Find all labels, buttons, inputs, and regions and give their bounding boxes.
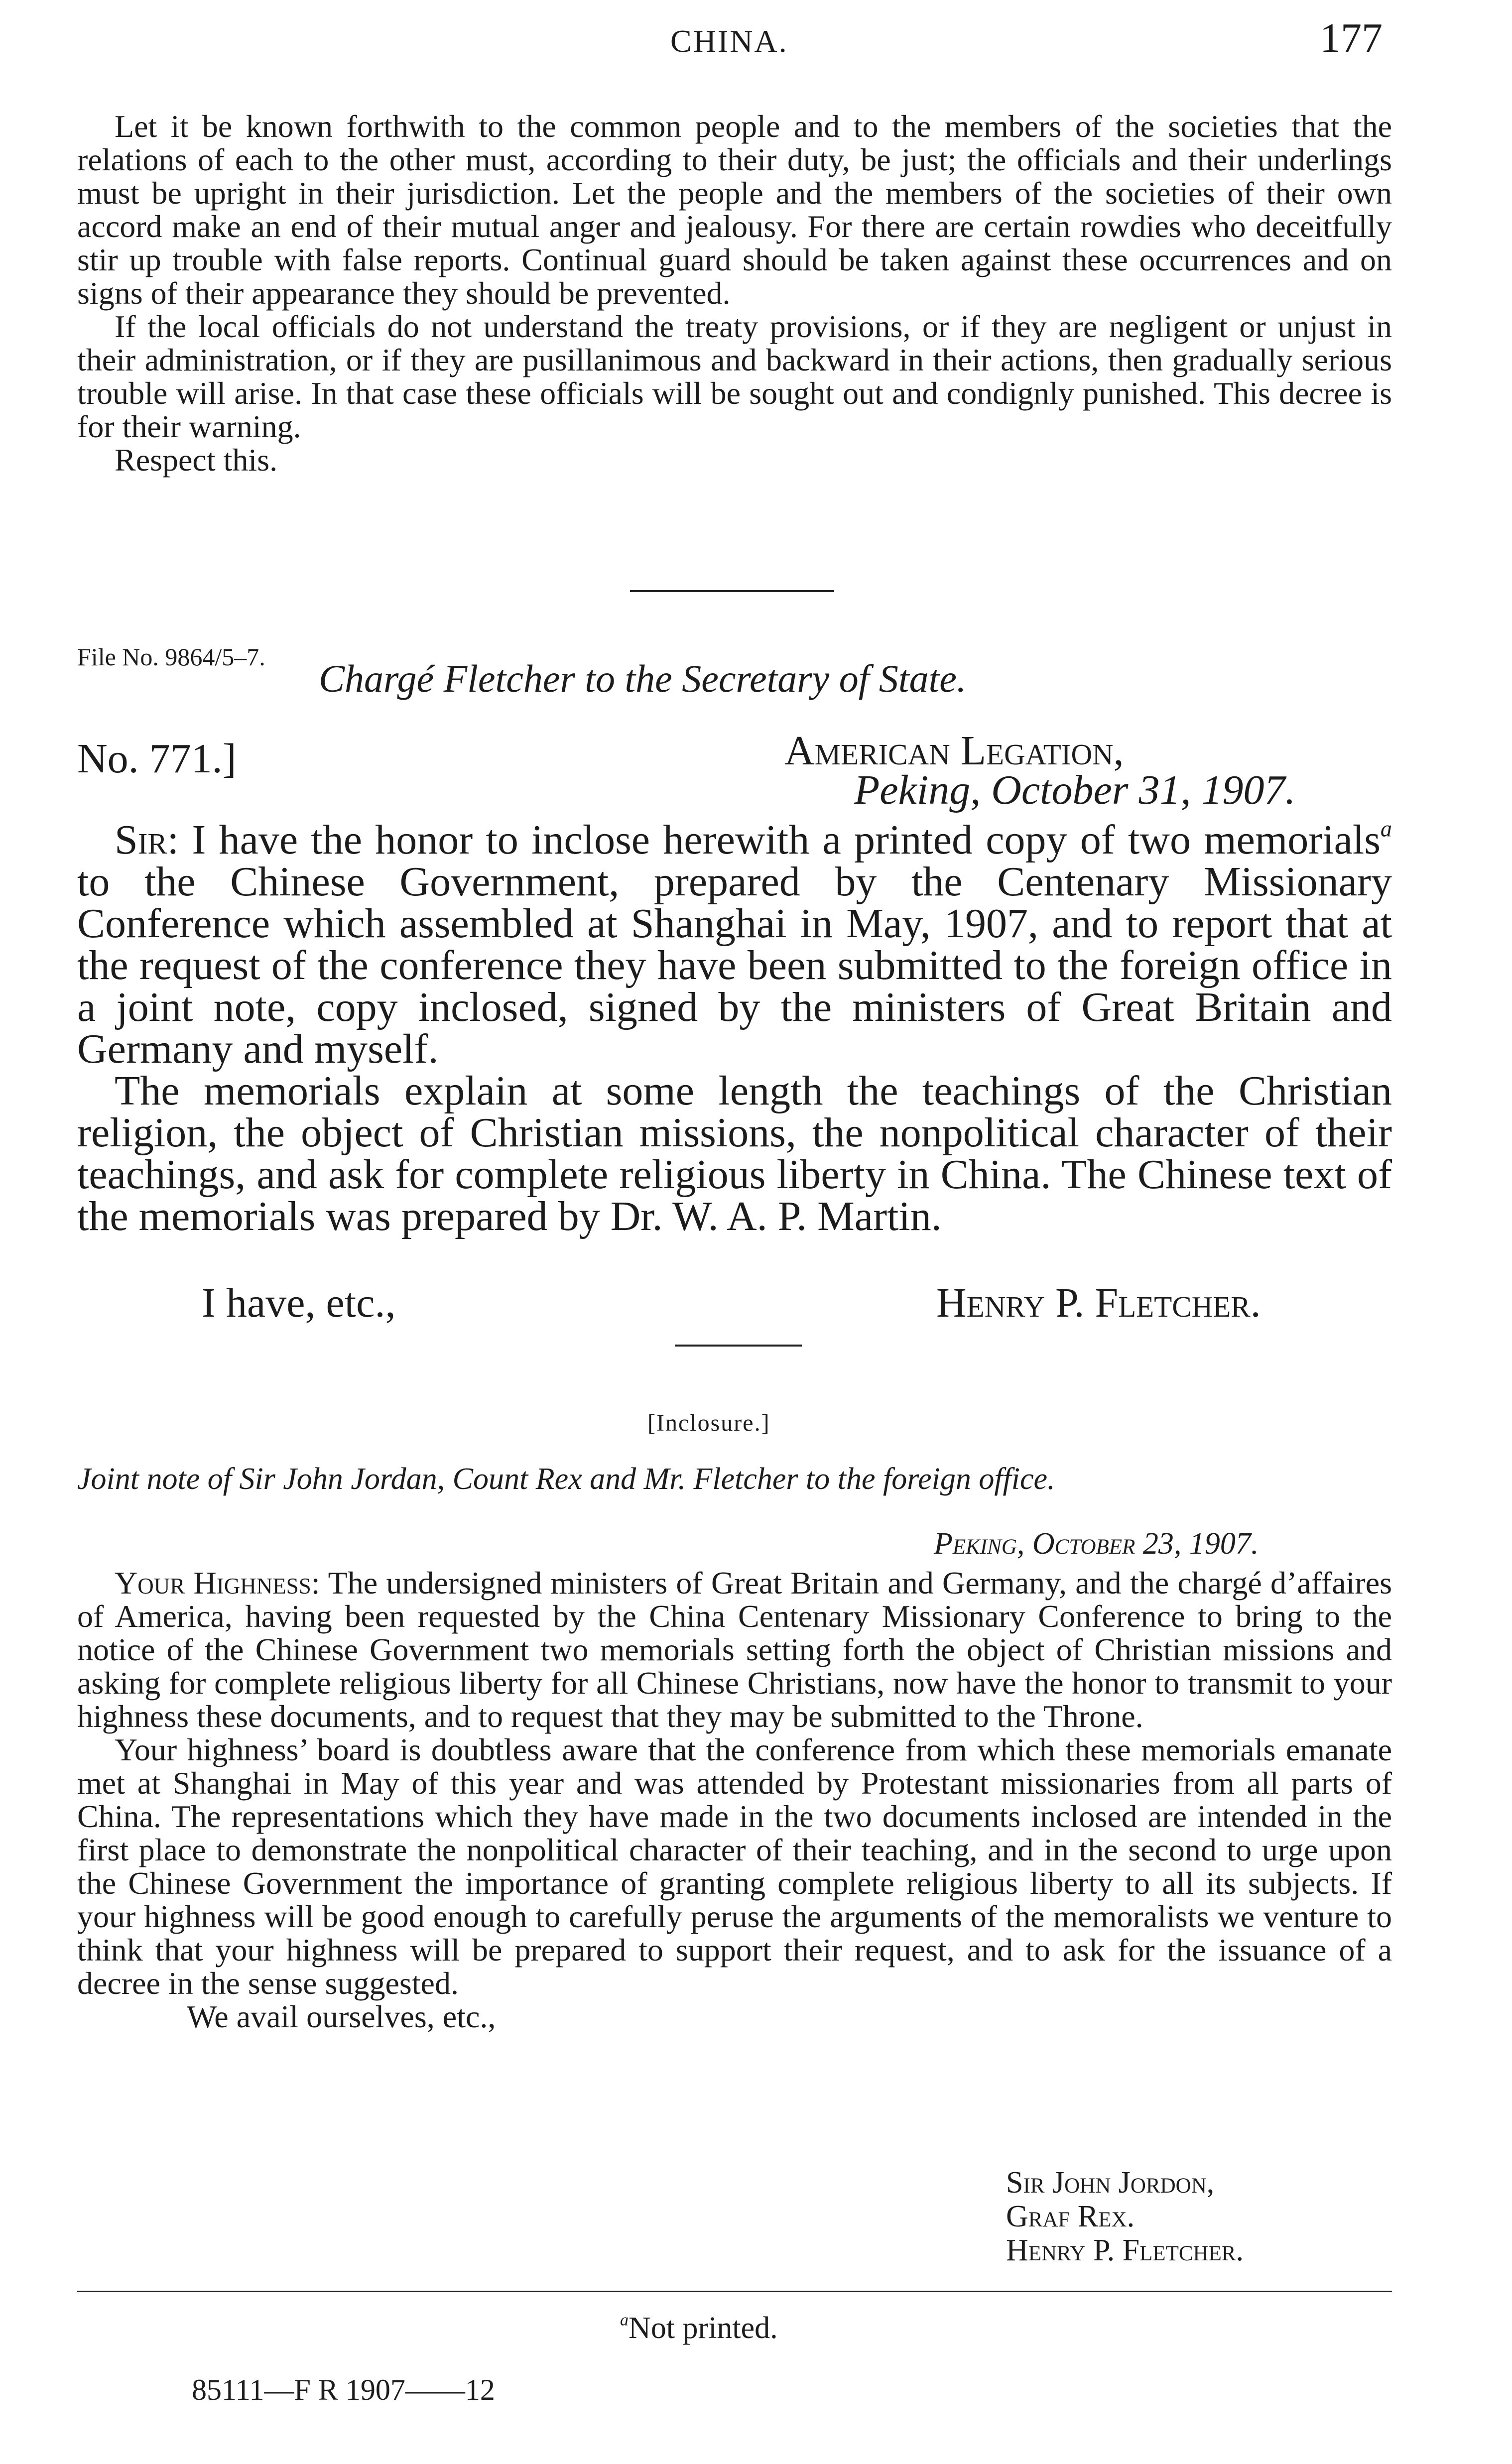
footnote-text: Not printed. [629,2311,778,2345]
file-number: File No. 9864/5–7. [77,643,265,671]
footnote-rule [77,2291,1392,2292]
inclosure-closing: We avail ourselves, etc., [187,1999,496,2034]
inclosure-paragraph: Your Highness: The undersigned ministers of Great Britain and Germany, and the chargé d’affaires of America, having been requested by the China Centenary Missionary Conference to bring to the notice of the Chinese Government two memorials setting forth the object of Christian missions and asking for complete religious liberty for all Chinese Christians, now have the honor to transmit to your highness these documents, and to request that they may be submitted to the Throne. [77,1565,1392,1734]
letter-salutation: Sir: [115,817,179,863]
letter-paragraph: Sir: I have the honor to inclose herewith a printed copy of two memorials$^a$ to the Chinese Government, prepared by the Centenary Missionary Conference which assembled at Shanghai in May, 1907, and to report that at the request of the conference they have been submitted to the foreign office in a joint note, copy inclosed, signed by the ministers of Great Britain and Germany and myself. [77,816,1392,1072]
signatory: Graf Rex. [1006,2200,1135,2233]
letter-place: American Legation, [784,728,1124,774]
inclosure-salutation: Your Highness: [115,1565,320,1601]
letter-date: Peking, October 31, 1907. [854,767,1296,813]
footnote [620,2311,778,2346]
letter-signature: Henry P. Fletcher. [936,1280,1261,1326]
despatch-number: No. 771.] [77,736,237,782]
decree-paragraph: If the local officials do not understand the treaty provisions, or if they are negligent or unjust in their administration, or if they are pusillanimous and backward in their actions, then gradually serious trouble will arise. In that case these officials will be sought out and condignly punished. This decree is for their warning. [77,309,1392,444]
letter-closing: I have, etc., [202,1280,396,1326]
letter-body [77,816,1392,1239]
section-divider [675,1345,802,1347]
printer-line: 85111—F R 1907——12 [192,2373,495,2406]
footnote-reference: a [1380,816,1392,842]
decree-section [77,110,1392,477]
section-divider [630,590,834,592]
decree-paragraph: Let it be known forthwith to the common people and to the members of the societies that the relations of each to the other must, according to their duty, be just; the officials and their underlings must be upright in their jurisdiction. Let the people and the members of the societies of their own accord make an end of their mutual anger and jealousy. For there are certain rowdies who deceitfully stir up trouble with false reports. Continual guard should be taken against these occurrences and on signs of their appearance they should be prevented. [77,109,1392,311]
inclosure-paragraph: Your highness’ board is doubtless aware that the conference from which these memorials emanate met at Shanghai in May of this year and was attended by Protestant missionaries from all parts of China. The representations which they have made in the two documents inclosed are intended in the first place to demonstrate the nonpolitical character of their teaching, and in the second to urge upon the Chinese Government the importance of granting complete religious liberty to all its subjects. If your highness will be good enough to carefully peruse the arguments of the memoralists we venture to think that your highness will be prepared to support their request, and to ask for the issuance of a decree in the sense suggested. [77,1732,1392,2001]
signatory: Henry P. Fletcher. [1006,2233,1244,2267]
letter-heading: Chargé Fletcher to the Secretary of State. [319,657,967,700]
inclosure-heading: Joint note of Sir John Jordan, Count Rex and Mr. Fletcher to the foreign office. [77,1462,1055,1496]
running-title: CHINA. [670,23,788,59]
footnote-mark: a [620,2311,629,2330]
inclosure-label: [Inclosure.] [647,1410,770,1436]
signatory: Sir John Jordon, [1006,2166,1215,2200]
letter-paragraph: The memorials explain at some length the teachings of the Christian religion, the object of Christian missions, the nonpolitical character of their teachings, and ask for complete religious liberty in China. The Chinese text of the memorials was prepared by Dr. W. A. P. Martin. [77,1068,1392,1239]
decree-closing: Respect this. [115,442,278,478]
inclosure-date: Peking, October 23, 1907. [934,1527,1259,1561]
inclosure-body [77,1566,1392,2033]
page-number: 177 [1320,15,1383,61]
